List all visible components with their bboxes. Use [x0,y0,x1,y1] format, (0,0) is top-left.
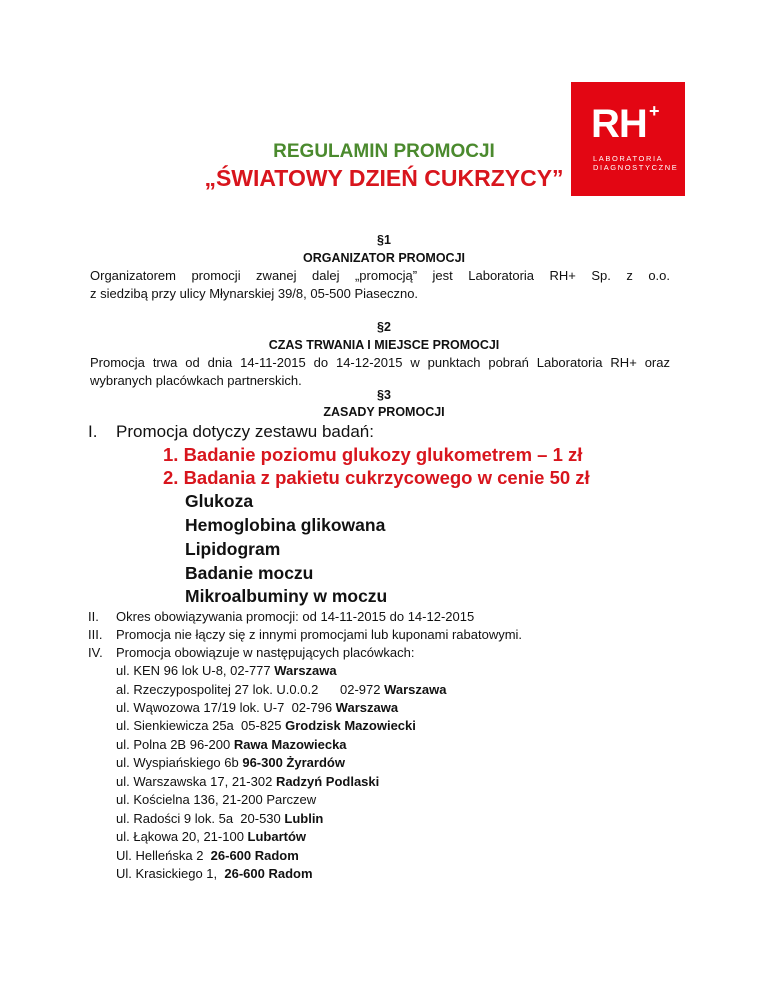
s2-text: Promocja trwa od dnia 14-11-2015 do 14-12-2015 w punktach pobrań Laboratoria RH+ oraz [90,355,670,370]
rule-iv-text: Promocja obowiązuje w następujących placówkach: [116,645,415,660]
s1-heading: ORGANIZATOR PROMOCJI [302,251,466,265]
logo-line2: DIAGNOSTYCZNE [593,163,679,172]
address-line: ul. Radości 9 lok. 5a 20-530 Lublin [116,811,324,826]
logo-plus: + [649,101,660,121]
package-item: Hemoglobina glikowana [185,515,386,535]
s2-text2: wybranych placówkach partnerskich. [90,373,302,388]
logo-line1: LABORATORIA [593,154,664,163]
s2-heading: CZAS TRWANIA I MIEJSCE PROMOCJI [268,338,500,352]
title-line1: REGULAMIN PROMOCJI [273,141,495,162]
package-item: Lipidogram [185,539,281,559]
address-line: al. Rzeczypospolitej 27 lok. U.0.0.2 02-972 Warszawa [116,682,447,697]
rule-iii-text: Promocja nie łączy się z innymi promocjami lub kuponami rabatowymi. [116,627,523,642]
package-item: Badanie moczu [185,563,314,583]
address-line: ul. Sienkiewicza 25a 05-825 Grodzisk Mazowiecki [116,718,416,733]
promo-item-1: 1. Badanie poziomu glukozy glukometrem – 1 zł [163,444,583,465]
rule-ii-text: Okres obowiązywania promocji: od 14-11-2015 do 14-12-2015 [116,609,475,624]
s3-heading: ZASADY PROMOCJI [323,405,445,419]
s1-text2: z siedzibą przy ulicy Młynarskiej 39/8, 05-500 Piaseczno. [90,286,419,301]
address-line: Ul. Helleńska 2 26-600 Radom [116,848,299,863]
s2-num: §2 [377,320,391,334]
address-line: ul. Wąwozowa 17/19 lok. U-7 02-796 Warszawa [116,700,399,715]
s3-num: §3 [377,388,391,402]
s1-num: §1 [377,233,391,247]
package-item: Glukoza [185,491,254,511]
address-line: ul. Wyspiańskiego 6b 96-300 Żyrardów [116,755,345,770]
address-line: ul. Polna 2B 96-200 Rawa Mazowiecka [116,737,347,752]
logo-brand: RH [591,102,647,146]
address-line: ul. Warszawska 17, 21-302 Radzyń Podlaski [116,774,380,789]
rule-ii-label: II. [88,609,99,624]
title-line2: „ŚWIATOWY DZIEŃ CUKRZYCY” [204,165,564,191]
rule-i-text: Promocja dotyczy zestawu badań: [116,422,374,441]
address-line: ul. Łąkowa 20, 21-100 Lubartów [116,829,307,844]
promo-item-2: 2. Badania z pakietu cukrzycowego w cenie 50 zł [163,467,590,488]
rule-iv-label: IV. [88,645,103,660]
rule-iii-label: III. [88,627,103,642]
package-item: Mikroalbuminy w moczu [185,586,388,606]
address-line: ul. Kościelna 136, 21-200 Parczew [116,792,317,807]
rule-i-label: I. [88,422,98,441]
address-line: ul. KEN 96 lok U-8, 02-777 Warszawa [116,663,337,678]
address-line: Ul. Krasickiego 1, 26-600 Radom [116,866,313,881]
s1-text: Organizatorem promocji zwanej dalej „promocją” jest Laboratoria RH+ Sp. z o.o. [90,268,670,283]
